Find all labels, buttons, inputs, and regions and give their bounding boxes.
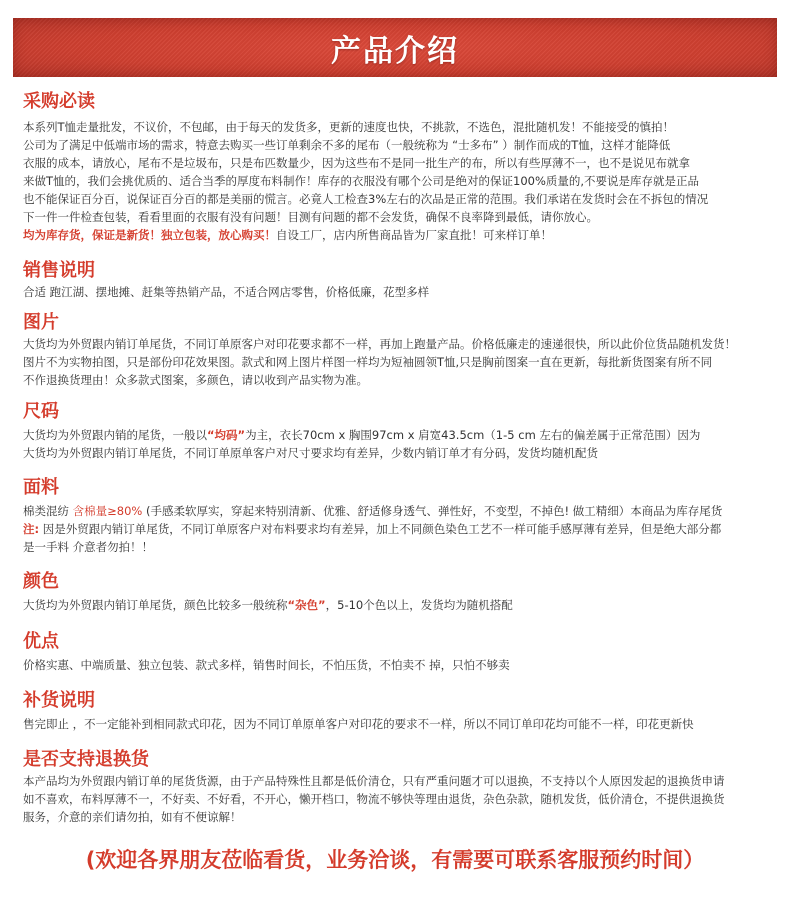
note-label: 注: — [23, 522, 40, 536]
section-title: 图片 — [23, 312, 59, 333]
text-line: 也不能保证百分百，说保证百分百的都是美丽的慌言。必竟人工检查3%左右的次品是正常的范围。我们承诺在发货时会在不拆包的情况 — [23, 192, 709, 206]
text-line — [23, 520, 783, 538]
banner-title: 产品介绍 — [331, 33, 459, 69]
section-title: 是否支持退换货 — [23, 749, 149, 770]
text-line: 本系列T恤走量批发，不议价，不包邮，由于每天的发货多，更新的速度也快，不挑款，不选色，混批随机发！不能接受的慎拍！ — [23, 120, 675, 134]
section-title: 采购必读 — [23, 91, 95, 112]
section-title: 优点 — [23, 631, 59, 652]
section-size — [23, 401, 783, 462]
text-line — [23, 426, 783, 444]
section-title: 颜色 — [23, 571, 59, 592]
highlight-text: 含棉量≥80% — [72, 504, 143, 518]
text-line: 售完即止 ，不一定能补到相同款式印花，因为不同订单原单客户对印花的要求不一样，所以不同订单印花均可能不一样，印花更新快 — [23, 717, 694, 731]
section-title: 补货说明 — [23, 690, 95, 711]
section-purchase-notice — [23, 91, 783, 244]
section-advantages — [23, 631, 783, 674]
text-segment: 棉类混纺 — [23, 504, 73, 518]
text-line: 价格实惠、中端质量、独立包装、款式多样，销售时间长，不怕压货，不怕卖不 掉，只怕不够卖 — [23, 658, 510, 672]
text-segment: 自设工厂，店内所售商品皆为厂家直批！可来样订单！ — [276, 228, 552, 242]
text-segment: ，5-10个色以上，发货均为随机搭配 — [325, 598, 513, 612]
text-segment: (手感柔软厚实，穿起来特别清新、优雅、舒适修身透气、弹性好，不变型，不掉色! 做工精细）本商品为库存尾货 — [142, 504, 723, 518]
text-line: 服务，介意的亲们请勿拍，如有不便谅解！ — [23, 810, 242, 824]
text-line: 图片不为实物拍图，只是部份印花效果图。款式和网上图片样图一样均为短袖圆领T恤,只是胸前图案一直在更新，每批新货图案有所不同 — [23, 355, 713, 369]
text-line: 衣服的成本，请放心，尾布不是垃圾布，只是布匹数量少，因为这些布不是同一批生产的布，所以有些厚薄不一，也不是说见布就拿 — [23, 156, 690, 170]
section-returns — [23, 749, 783, 826]
text-line: 大货均为外贸跟内销订单尾货，不同订单原客户对印花要求都不一样，再加上跑量产品。价格低廉走的速递很快，所以此价位货品随机发货！ — [23, 337, 736, 351]
text-line — [23, 226, 783, 244]
section-color — [23, 571, 783, 614]
highlight-text: “均码” — [207, 428, 246, 442]
text-line — [23, 596, 783, 614]
section-sales-info — [23, 260, 783, 301]
section-fabric — [23, 477, 783, 556]
highlight-text: 均为库存货，保证是新货！独立包装，放心购买！ — [23, 228, 276, 242]
section-title: 销售说明 — [23, 260, 95, 281]
text-line: 如不喜欢，布料厚薄不一，不好卖、不好看，不开心，懒开档口，物流不够快等理由退货，杂色杂款，随机发货，低价清仓，不提供退换货 — [23, 792, 725, 806]
text-line: 不作退换货理由！众多款式图案，多颜色，请以收到产品实物为准。 — [23, 373, 368, 387]
text-line: 是一手料 介意者勿拍！！ — [23, 540, 154, 554]
text-line: 本产品均为外贸跟内销订单的尾货货源，由于产品特殊性且都是低价清仓，只有严重问题才可以退换，不支持以个人原因发起的退换货申请 — [23, 774, 725, 788]
section-title: 尺码 — [23, 401, 59, 422]
text-segment: 大货均为外贸跟内销的尾货，一般以 — [23, 428, 207, 442]
section-pictures — [23, 312, 783, 389]
text-line: 大货均为外贸跟内销订单尾货，不同订单原单客户对尺寸要求均有差异，少数内销订单才有分码，发货均随机配货 — [23, 446, 598, 460]
text-segment: 因是外贸跟内销订单尾货，不同订单原客户对布料要求均有差异，加上不同颜色染色工艺不一样可能手感厚薄有差异，但是绝大部分都 — [39, 522, 722, 536]
text-segment: 为主，衣长70cm x 胸围97cm x 肩宽43.5cm（1-5 cm 左右的偏差属于正常范围）因为 — [245, 428, 701, 442]
text-line: 公司为了满足中低端市场的需求，特意去购买一些订单剩余不多的尾布（一般统称为 “士多布” ）制作而成的T恤，这样才能降低 — [23, 138, 671, 152]
section-restock — [23, 690, 783, 733]
text-line: 来做T恤的，我们会挑优质的、适合当季的厚度布料制作！库存的衣服没有哪个公司是绝对的保证100%质量的,不要说是库存就是正品 — [23, 174, 700, 188]
section-title: 面料 — [23, 477, 59, 498]
footer-contact-note: (欢迎各界朋友莅临看货，业务洽谈，有需要可联系客服预约时间） — [85, 848, 705, 872]
text-line: 下一件一件检查包装，看看里面的衣服有没有问题！目测有问题的都不会发货，确保不良率降到最低，请你放心。 — [23, 210, 598, 224]
text-line: 合适 跑江湖、摆地摊、赶集等热销产品，不适合网店零售，价格低廉，花型多样 — [23, 285, 430, 299]
highlight-text: “杂色” — [287, 598, 326, 612]
text-segment: 大货均为外贸跟内销订单尾货，颜色比较多一般统称 — [23, 598, 288, 612]
text-line — [23, 502, 783, 520]
product-intro-banner — [13, 18, 777, 77]
